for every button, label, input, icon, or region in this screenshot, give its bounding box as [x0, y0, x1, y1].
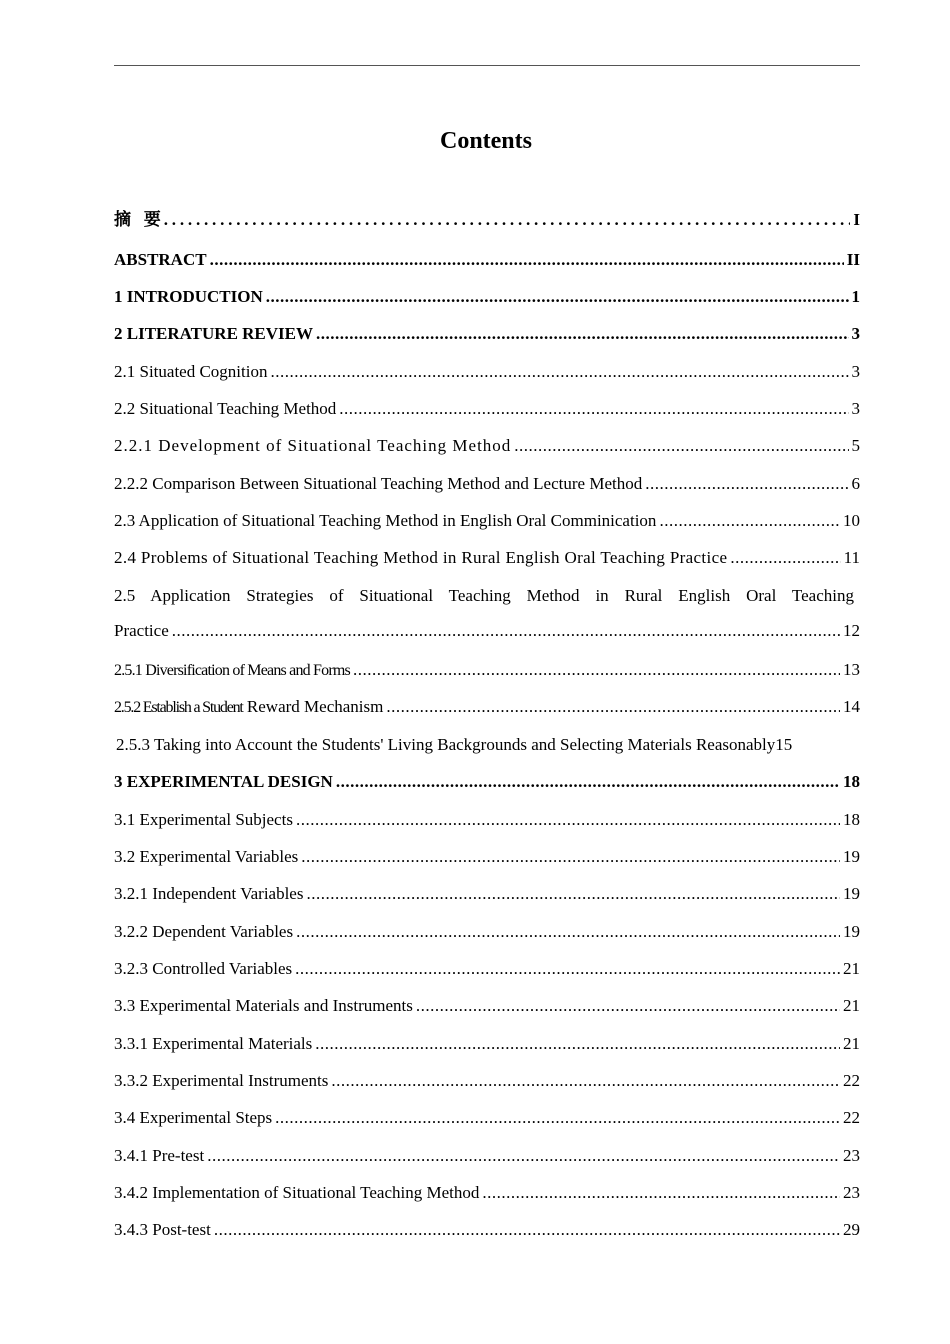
- toc-entry-page: 21: [843, 1034, 860, 1053]
- toc-leader: [296, 808, 840, 832]
- toc-leader: [730, 546, 840, 570]
- toc-entry-page: 18: [843, 772, 860, 791]
- toc-entry-label: 2.2.1 Development of Situational Teaching Method: [114, 436, 512, 455]
- toc-entry-label: 3.2.1 Independent Variables: [114, 884, 304, 903]
- toc-entry-page: 1: [851, 287, 860, 306]
- toc-entry-page: 11: [843, 548, 860, 567]
- toc-entry-page: 23: [843, 1146, 860, 1165]
- toc-entry-page: 22: [843, 1108, 860, 1127]
- toc-entry-label: 3.3.2 Experimental Instruments: [114, 1071, 329, 1090]
- toc-entry-page: 3: [851, 324, 860, 343]
- toc-leader: [270, 360, 848, 384]
- toc-leader: [416, 994, 840, 1018]
- toc-leader: [164, 208, 851, 232]
- toc-entry-abstract[interactable]: [114, 248, 860, 272]
- toc-entry-label: 2.3 Application of Situational Teaching Method in English Oral Comminication: [114, 511, 657, 530]
- toc-entry-page: 6: [851, 474, 860, 493]
- toc-entry-3-4-3[interactable]: [114, 1218, 860, 1242]
- toc-entry-page: 21: [843, 996, 860, 1015]
- toc-entry-label: 3.2.2 Dependent Variables: [114, 922, 294, 941]
- toc-entry-label: 3.2 Experimental Variables: [114, 847, 299, 866]
- toc-entry-page: 5: [851, 436, 860, 455]
- toc-entry-3-4[interactable]: [114, 1106, 860, 1130]
- toc-entry-label: 3.4.2 Implementation of Situational Teaching Method: [114, 1183, 480, 1202]
- toc-entry-page: 29: [843, 1220, 860, 1239]
- toc-leader: [315, 1032, 840, 1056]
- toc-entry-3-4-1[interactable]: [114, 1144, 860, 1168]
- toc-entry-chapter-1[interactable]: [114, 285, 860, 309]
- toc-entry-2-2-2[interactable]: [114, 472, 860, 496]
- page-title: Contents: [439, 128, 532, 154]
- toc-entry-page: 23: [843, 1183, 860, 1202]
- toc-entry-label: 3.1 Experimental Subjects: [114, 810, 293, 829]
- toc-entry-label-part: Reward Mechanism: [246, 697, 384, 716]
- toc-entry-label: 2.2.2 Comparison Between Situational Teaching Method and Lecture Method: [114, 474, 643, 493]
- toc-entry-page: 18: [843, 810, 860, 829]
- toc-leader: [296, 920, 840, 944]
- toc-entry-3-2-2[interactable]: [114, 920, 860, 944]
- toc-leader: [336, 770, 840, 794]
- toc-leader: [301, 845, 840, 869]
- toc-entry-label-part: 2.5.2 Establish a Student: [114, 699, 243, 716]
- toc-entry-page: 19: [843, 922, 860, 941]
- toc-entry-page: 22: [843, 1071, 860, 1090]
- toc-entry-page: 19: [843, 847, 860, 866]
- toc-entry-page: 14: [843, 697, 860, 716]
- toc-entry-label: 摘 要: [114, 210, 161, 229]
- toc-entry-label: 3.4.1 Pre-test: [114, 1146, 205, 1165]
- toc-entry-3-2-1[interactable]: [114, 882, 860, 906]
- toc-leader: [214, 1218, 840, 1242]
- toc-entry-label: 2 LITERATURE REVIEW: [114, 324, 314, 343]
- toc-leader: [514, 434, 848, 458]
- toc-leader: [339, 397, 848, 421]
- toc-entry-label: 2.5.1 Diversification of Means and Forms: [114, 662, 350, 679]
- toc-entry-2-5-3[interactable]: [116, 733, 880, 757]
- toc-leader: [275, 1106, 840, 1130]
- toc-leader: [482, 1181, 840, 1205]
- toc-leader: [295, 957, 840, 981]
- toc-entry-label: 1 INTRODUCTION: [114, 287, 263, 306]
- toc-entry-page: 12: [843, 621, 860, 640]
- toc-entry-chapter-2[interactable]: [114, 322, 860, 346]
- toc-entry-label: ABSTRACT: [114, 250, 207, 269]
- toc-entry-3-3-1[interactable]: [114, 1032, 860, 1056]
- toc-leader: [207, 1144, 840, 1168]
- toc-leader: [659, 509, 840, 533]
- toc-entry-3-1[interactable]: [114, 808, 860, 832]
- toc-entry-label: 3.4 Experimental Steps: [114, 1108, 273, 1127]
- toc-entry-2-2[interactable]: [114, 397, 860, 421]
- toc-entry-2-5-2[interactable]: [114, 695, 860, 719]
- toc-entry-label: [114, 695, 383, 719]
- toc-entry-page: 21: [843, 959, 860, 978]
- toc-leader: [266, 285, 849, 309]
- toc-entry-label: 2.2 Situational Teaching Method: [114, 399, 337, 418]
- toc-entry-3-3-2[interactable]: [114, 1069, 860, 1093]
- toc-leader: [210, 248, 844, 272]
- toc-entry-label: 3.2.3 Controlled Variables: [114, 959, 293, 978]
- toc-leader: [306, 882, 840, 906]
- toc-entry-abstract-cn[interactable]: [114, 208, 860, 232]
- toc-entry-label: 3.4.3 Post-test: [114, 1220, 211, 1239]
- toc-entry-2-2-1[interactable]: [114, 434, 860, 458]
- toc-entry-label: Practice: [114, 621, 169, 640]
- toc-entry-2-5[interactable]: [114, 619, 860, 643]
- toc-entry-page: 15: [775, 735, 793, 754]
- toc-leader: [331, 1069, 840, 1093]
- toc-leader: [386, 695, 840, 719]
- toc-entry-label: 3 EXPERIMENTAL DESIGN: [114, 772, 333, 791]
- toc-leader: [316, 322, 848, 346]
- toc-entry-page: 3: [851, 362, 860, 381]
- toc-entry-page: 13: [843, 660, 860, 679]
- toc-entry-page: II: [846, 250, 860, 269]
- toc-entry-label: 2.4 Problems of Situational Teaching Method in Rural English Oral Teaching Practice: [114, 548, 728, 567]
- toc-entry-3-3[interactable]: [114, 994, 860, 1018]
- toc-leader: [353, 658, 840, 682]
- toc-entry-label: 3.3.1 Experimental Materials: [114, 1034, 313, 1053]
- toc-entry-2-5-line1[interactable]: 2.5 Application Strategies of Situational Teaching Method in Rural English Oral Teaching: [114, 586, 854, 605]
- toc-entry-page: I: [853, 210, 860, 229]
- toc-entry-label: 2.5.3 Taking into Account the Students' Living Backgrounds and Selecting Materials Reasonably: [116, 735, 776, 754]
- header-rule: [114, 65, 860, 66]
- toc-entry-page: 19: [843, 884, 860, 903]
- toc-entry-3-4-2[interactable]: [114, 1181, 860, 1205]
- toc-entry-3-2[interactable]: [114, 845, 860, 869]
- toc-entry-3-2-3[interactable]: [114, 957, 860, 981]
- toc-entry-label: 3.3 Experimental Materials and Instruments: [114, 996, 413, 1015]
- toc-entry-page: 10: [843, 511, 860, 530]
- toc-entry-2-4[interactable]: [114, 546, 860, 570]
- toc-entry-2-1[interactable]: [114, 360, 860, 384]
- toc-leader: [172, 619, 840, 643]
- toc-entry-chapter-3[interactable]: [114, 770, 860, 794]
- toc-leader: [645, 472, 848, 496]
- toc-entry-2-3[interactable]: [114, 509, 860, 533]
- toc-entry-page: 3: [851, 399, 860, 418]
- toc-entry-label: 2.1 Situated Cognition: [114, 362, 268, 381]
- toc-entry-2-5-1[interactable]: [114, 658, 860, 682]
